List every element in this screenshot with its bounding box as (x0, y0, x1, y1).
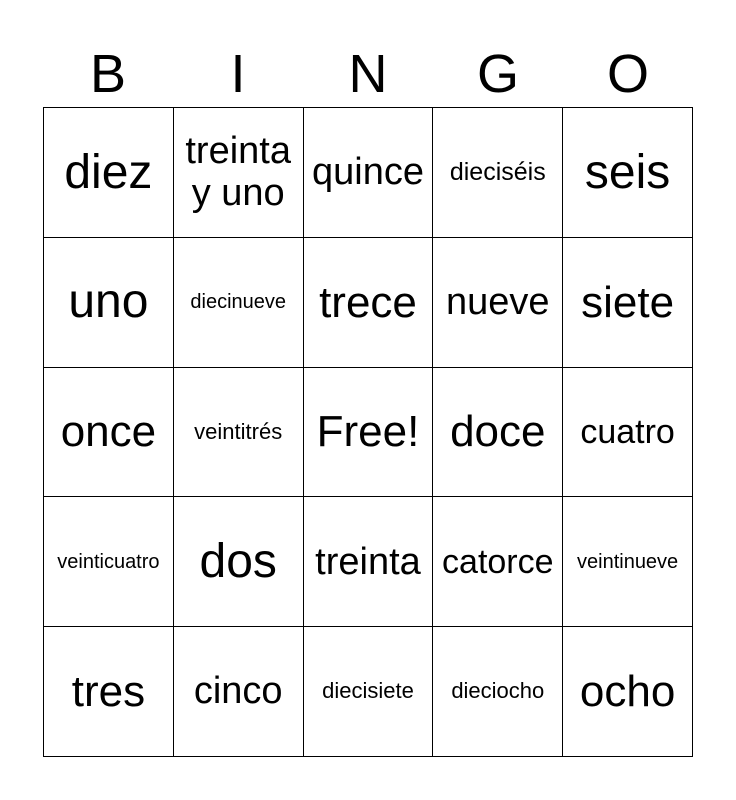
bingo-cell[interactable]: nueve (433, 238, 563, 368)
bingo-cell[interactable]: siete (563, 238, 693, 368)
bingo-cell-label: treinta y uno (185, 129, 291, 215)
bingo-cell[interactable]: doce (433, 368, 563, 498)
bingo-cell[interactable]: catorce (433, 497, 563, 627)
bingo-cell[interactable]: diecinueve (174, 238, 304, 368)
bingo-cell[interactable]: trece (304, 238, 434, 368)
bingo-cell[interactable]: veintinueve (563, 497, 693, 627)
bingo-cell free-space[interactable]: Free! (304, 368, 434, 498)
bingo-board (43, 107, 693, 757)
bingo-cell[interactable]: quince (304, 108, 434, 238)
bingo-cell[interactable]: tres (44, 627, 174, 757)
bingo-header (43, 40, 693, 108)
bingo-cell[interactable]: diez (44, 108, 174, 238)
bingo-cell[interactable]: cinco (174, 627, 304, 757)
bingo-cell[interactable]: dieciocho (433, 627, 563, 757)
bingo-cell[interactable]: seis (563, 108, 693, 238)
header-letter-o: O (606, 44, 649, 104)
bingo-cell[interactable]: treinta (304, 497, 434, 627)
header-letter-i: I (230, 44, 246, 104)
header-letter-n: N (348, 44, 388, 104)
header-letter-b: B (89, 44, 127, 104)
bingo-cell[interactable]: dieciséis (433, 108, 563, 238)
bingo-cell[interactable]: ocho (563, 627, 693, 757)
bingo-cell[interactable]: diecisiete (304, 627, 434, 757)
bingo-cell[interactable]: veintitrés (174, 368, 304, 498)
header-letter-g: G (476, 44, 519, 104)
bingo-cell[interactable]: uno (44, 238, 174, 368)
bingo-cell[interactable] (174, 108, 304, 238)
bingo-cell[interactable]: veinticuatro (44, 497, 174, 627)
bingo-cell[interactable]: dos (174, 497, 304, 627)
bingo-cell[interactable]: once (44, 368, 174, 498)
bingo-cell[interactable]: cuatro (563, 368, 693, 498)
